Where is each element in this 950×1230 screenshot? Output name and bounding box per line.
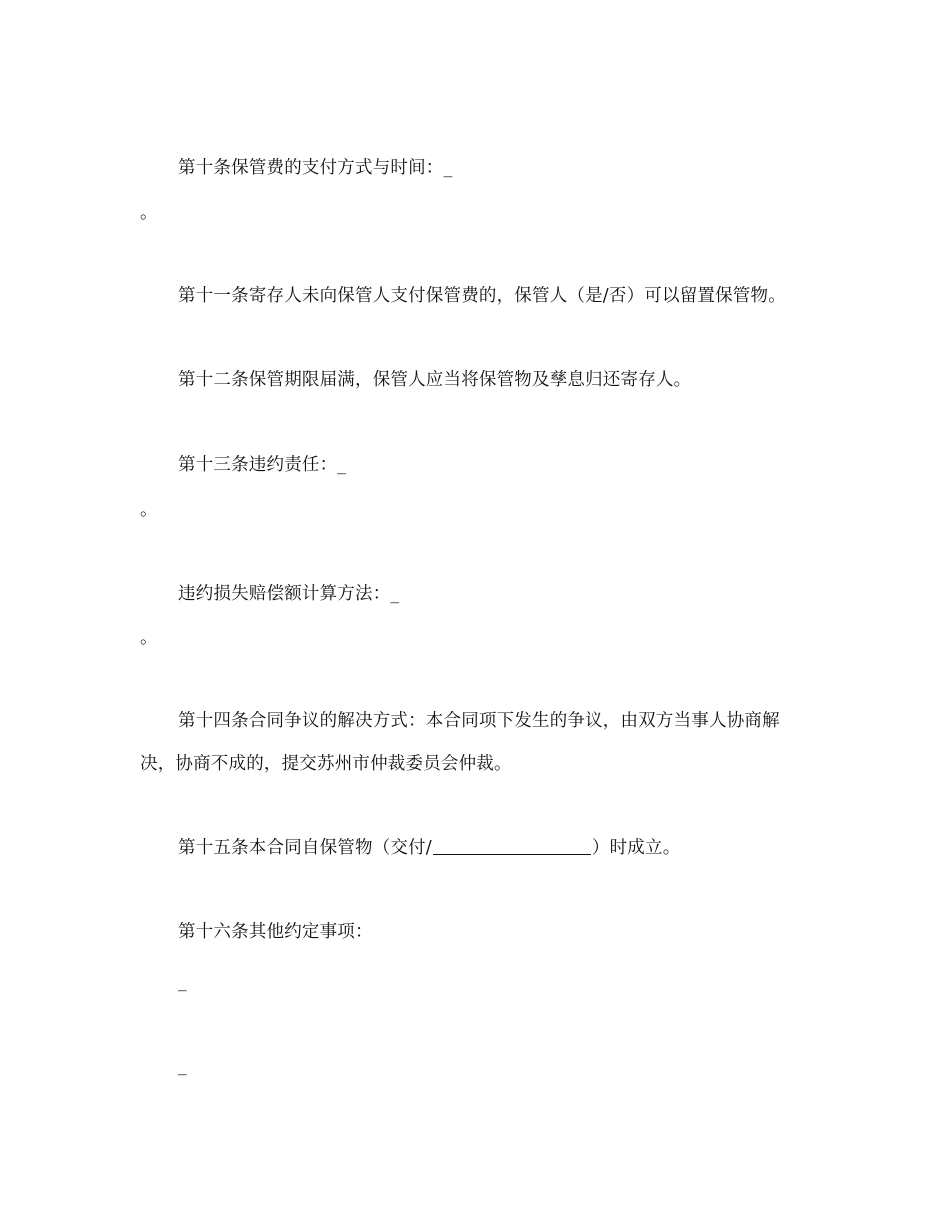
- article-12: 第十二条保管期限届满，保管人应当将保管物及孳息归还寄存人。: [178, 370, 692, 390]
- article-13-damages: 违约损失赔偿额计算方法：_: [178, 584, 400, 604]
- article-13-end: 。: [140, 500, 158, 520]
- article-15: [178, 836, 680, 860]
- article-10: 第十条保管费的支付方式与时间：_: [178, 158, 453, 178]
- article-16-blank-1: _: [178, 972, 187, 992]
- article-15-before: 第十五条本合同自保管物（交付/: [178, 838, 432, 858]
- article-13-damages-end: 。: [140, 628, 158, 648]
- article-14-line-2: 决，协商不成的，提交苏州市仲裁委员会仲裁。: [140, 754, 512, 774]
- article-16-blank-2: _: [178, 1056, 187, 1076]
- fill-in-blank: [433, 837, 591, 855]
- article-11: 第十一条寄存人未向保管人支付保管费的，保管人（是/否）可以留置保管物。: [178, 286, 786, 306]
- article-16: 第十六条其他约定事项：: [178, 922, 373, 942]
- article-14-line-1: 第十四条合同争议的解决方式：本合同项下发生的争议，由双方当事人协商解: [178, 711, 780, 731]
- article-15-after: ）时成立。: [591, 838, 681, 858]
- article-13: 第十三条违约责任：_: [178, 455, 347, 475]
- article-10-end: 。: [140, 203, 158, 223]
